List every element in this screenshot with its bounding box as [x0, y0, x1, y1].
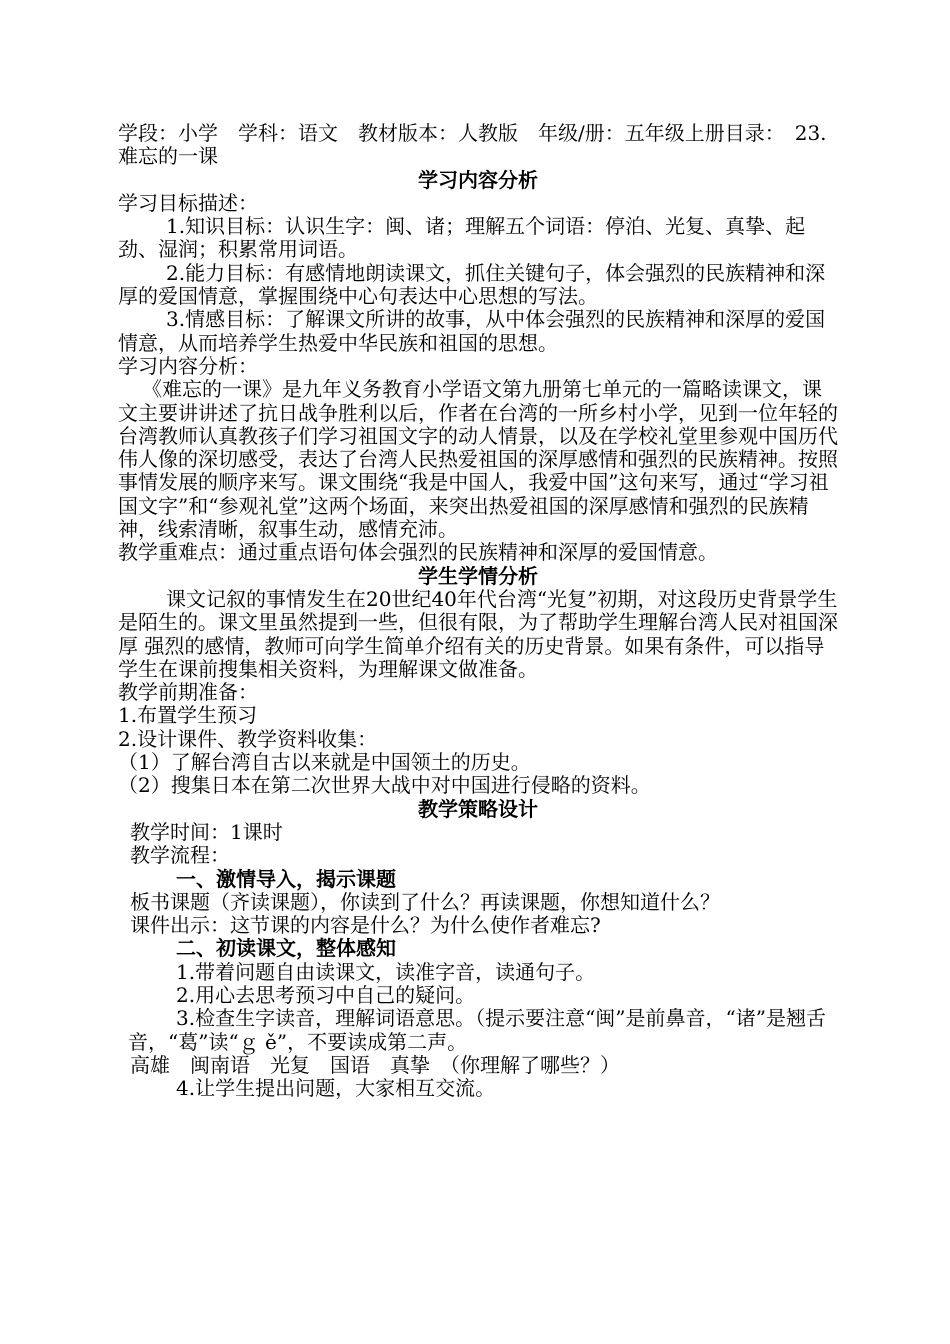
- step1-line-b: 课件出示：这节课的内容是什么？为什么使作者难忘?: [130, 913, 601, 938]
- step2-words: 高雄 闽南语 光复 国语 真挚 （你理解了哪些？）: [130, 1052, 620, 1077]
- step2-item-4: 4.让学生提出问题，大家相互交流。: [176, 1076, 496, 1101]
- student-analysis-title: 学生学情分析: [418, 563, 538, 588]
- lesson-plan-document: [118, 122, 838, 1100]
- goal-3: 3.情感目标：了解课文所讲的故事，从中体会强烈的民族精神和深厚的爱国情意，从而培养学生热爱中华民族和祖国的思想。: [118, 307, 826, 355]
- step2-item-1: 1.带着问题自由读课文，读准字音，读通句子。: [176, 959, 596, 984]
- analysis-text: 《难忘的一课》是九年义务教育小学语文第九册第七单元的一篇略读课文，课文主要讲讲述了抗日战争胜利以后，作者在台湾的一所乡村小学，见到一位年轻的台湾教师认真教孩子们学习祖国文字的动人情景，以及在学校礼堂里参观中国历代伟人像的深切感受，表达了台湾人民热爱祖国的深厚感情和强烈的民族精神。按照事情发展的顺序来写。课文围绕“我是中国人，我爱中国”这句来写，通过“学习祖国文字”和“参观礼堂”这两个场面，来突出热爱祖国的深厚感情和强烈的民族精神，线索清晰，叙事生动，感情充沛。: [118, 377, 838, 542]
- step2-item-2: 2.用心去思考预习中自己的疑问。: [176, 982, 476, 1007]
- step2-item-3: 3.检查生字读音，理解词语意思。（提示要注意“闽”是前鼻音，“诸”是翘舌音，“葛”读“ｇ ě”，不要读成第二声。: [128, 1006, 826, 1054]
- strategy-title: 教学策略设计: [418, 796, 538, 821]
- step1-title: 一、激情导入，揭示课题: [176, 866, 396, 891]
- prep-item-2a: （1）了解台湾自古以来就是中国领土的历史。: [118, 750, 531, 775]
- key-point: 教学重难点：通过重点语句体会强烈的民族精神和深厚的爱国情意。: [118, 540, 718, 565]
- step2-title: 二、初读课文，整体感知: [176, 936, 396, 961]
- analysis-label: 学习内容分析：: [118, 353, 258, 378]
- goal-label: 学习目标描述：: [118, 190, 258, 215]
- student-analysis-text: 课文记叙的事情发生在20世纪40年代台湾“光复”初期，对这段历史背景学生是陌生的。课文里虽然提到一些，但很有限，为了帮助学生理解台湾人民对祖国深厚 强烈的感情，教师可向学生简单介绍有关的历史背景。如果有条件，可以指导学生在课前搜集相关资料，为理解课文做准备。: [118, 586, 838, 681]
- teaching-flow-label: 教学流程：: [130, 843, 230, 868]
- content-analysis-title: 学习内容分析: [418, 167, 538, 192]
- prep-item-2b: （2）搜集日本在第二次世界大战中对中国进行侵略的资料。: [118, 773, 651, 798]
- header-line: 学段：小学 学科：语文 教材版本：人教版 年级/册：五年级上册目录： 23.难忘的一课: [118, 121, 827, 169]
- step1-line-a: 板书课题（齐读课题），你读到了什么？再读课题，你想知道什么？: [130, 889, 720, 914]
- goal-2: 2.能力目标：有感情地朗读课文，抓住关键句子，体会强烈的民族精神和深厚的爱国情意，掌握围绕中心句表达中心思想的写法。: [118, 260, 826, 309]
- prep-label: 教学前期准备：: [118, 680, 258, 705]
- prep-item-2: 2.设计课件、教学资料收集：: [118, 726, 378, 751]
- teaching-time: 教学时间：1课时: [130, 819, 283, 844]
- prep-item-1: 1.布置学生预习: [118, 703, 258, 728]
- goal-1: 1.知识目标：认识生字：闽、诸；理解五个词语：停泊、光复、真挚、起劲、湿润；积累常用词语。: [118, 214, 806, 262]
